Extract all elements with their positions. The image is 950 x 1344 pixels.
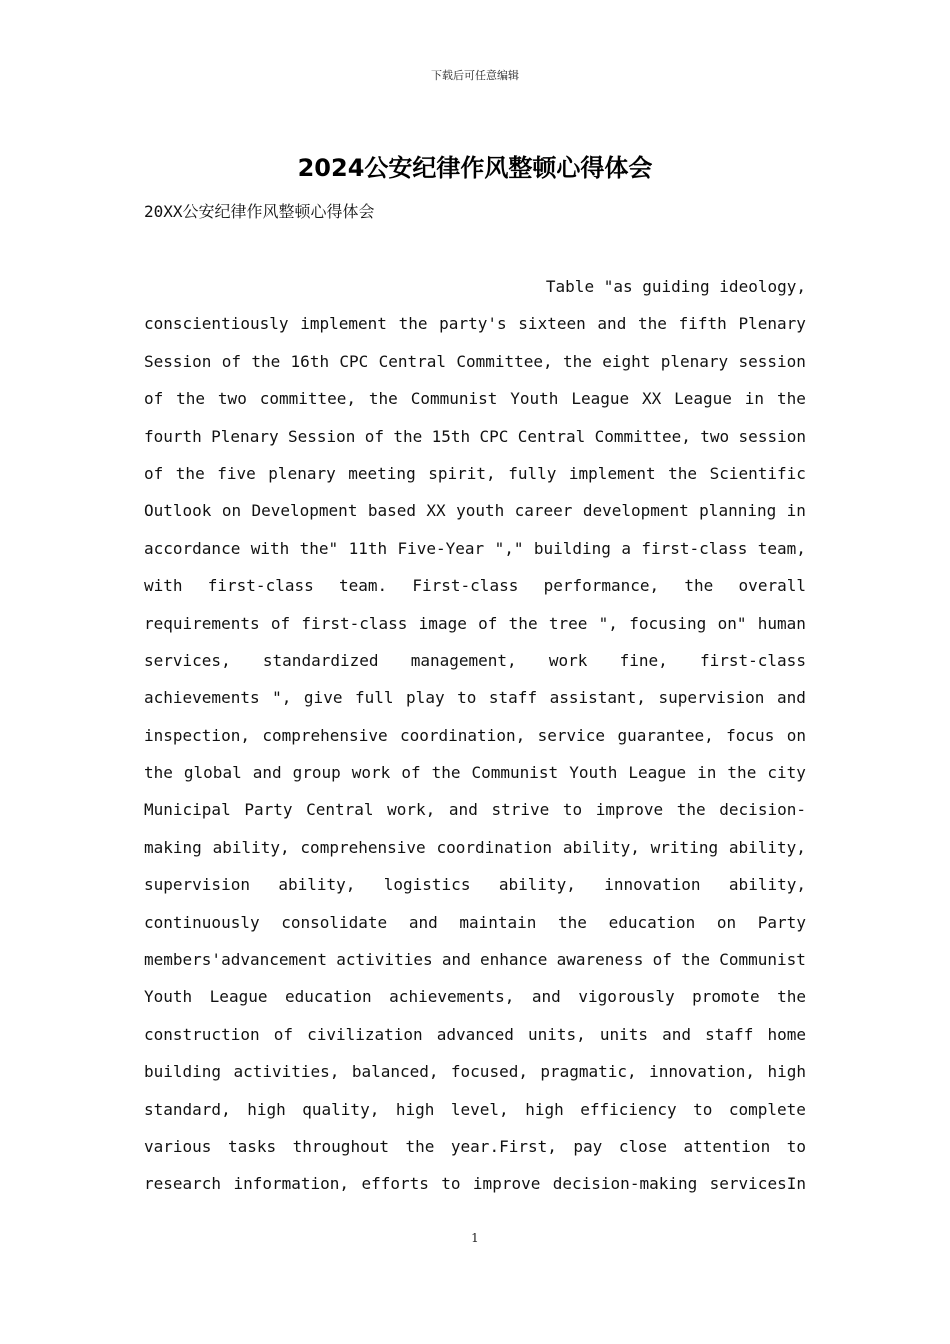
- body-line: with first-class team. First-class performance, the overall: [144, 576, 806, 596]
- body-line: construction of civilization advanced units, units and staff home: [144, 1024, 806, 1044]
- body-line: supervision ability, logistics ability, innovation ability,: [144, 875, 806, 895]
- body-line: Table "as guiding ideology,: [545, 277, 806, 296]
- body-line: of the two committee, the Communist Youth League XX League in the: [144, 389, 806, 409]
- body-line: services, standardized management, work fine, first-class: [144, 650, 806, 670]
- body-line: members'advancement activities and enhance awareness of the Communist: [144, 950, 806, 970]
- page-header-note: 下载后可任意编辑: [431, 69, 519, 82]
- body-line: various tasks throughout the year.First, pay close attention to: [144, 1136, 806, 1156]
- body-line: research information, efforts to improve decision-making servicesIn: [144, 1174, 806, 1194]
- body-line: making ability, comprehensive coordination ability, writing ability,: [144, 837, 806, 857]
- body-line: of the five plenary meeting spirit, fully implement the Scientific: [144, 463, 806, 483]
- body-line: building activities, balanced, focused, pragmatic, innovation, high: [144, 1062, 806, 1082]
- document-title: 2024公安纪律作风整顿心得体会: [297, 154, 653, 182]
- body-line: accordance with the" 11th Five-Year "," building a first-class team,: [144, 538, 806, 558]
- body-line: Youth League education achievements, and vigorously promote the: [144, 987, 806, 1007]
- page-number: 1: [471, 1231, 479, 1245]
- body-line: inspection, comprehensive coordination, service guarantee, focus on: [144, 725, 806, 745]
- document-subtitle: 20XX公安纪律作风整顿心得体会: [144, 202, 375, 221]
- body-line: fourth Plenary Session of the 15th CPC Central Committee, two session: [144, 426, 806, 446]
- body-line: requirements of first-class image of the tree ", focusing on" human: [144, 613, 806, 633]
- body-line: Outlook on Development based XX youth career development planning in: [144, 501, 806, 521]
- body-line: conscientiously implement the party's sixteen and the fifth Plenary: [144, 314, 806, 334]
- body-line: Municipal Party Central work, and strive to improve the decision-: [144, 800, 806, 820]
- body-line: standard, high quality, high level, high efficiency to complete: [144, 1099, 806, 1119]
- body-line: achievements ", give full play to staff assistant, supervision and: [144, 688, 806, 708]
- document-body: [144, 268, 806, 1203]
- body-line: continuously consolidate and maintain the education on Party: [144, 912, 806, 932]
- body-line: the global and group work of the Communist Youth League in the city: [144, 763, 806, 783]
- body-line: Session of the 16th CPC Central Committee, the eight plenary session: [144, 351, 806, 371]
